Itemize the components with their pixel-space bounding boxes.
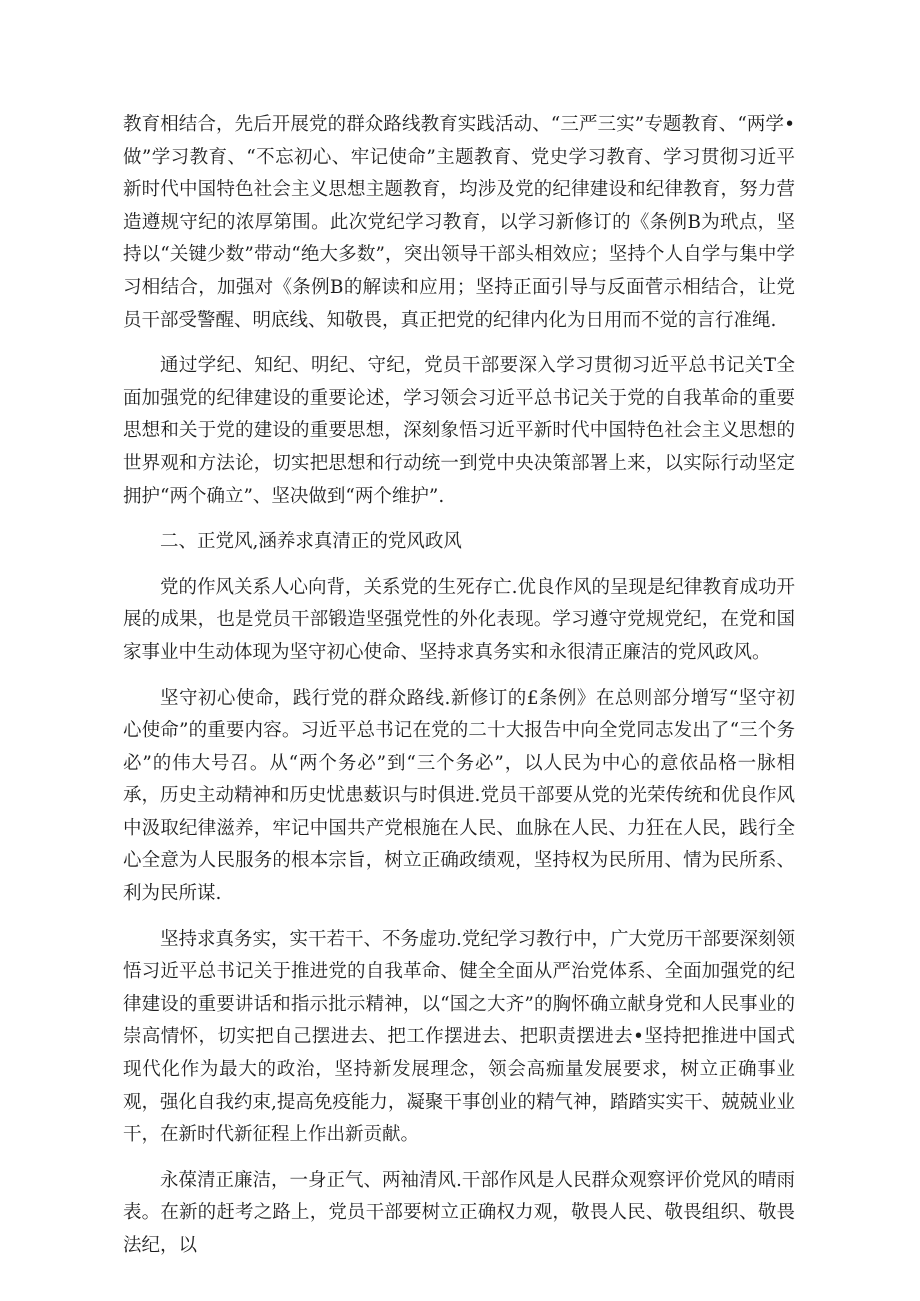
paragraph-original-mission: 坚守初心使命，践行党的群众路线.新修订的£条例》在总则部分增写“坚守初心使命”的重要内容。习近平总书记在党的二十大报告中向全党同志发出了“三个务必”的伟大号召。从“两个务必”到“三个务必”，以人民为中心的意依品格一脉相承，历史主动精神和历史忧患薮识与时俱进.党员干部要从党的光荣传统和优良作风中汲取纪律滋养，牢记中国共产党根施在人民、血脉在人民、力狂在人民，践行全心全意为人民服务的根本宗旨，树立正确政绩观，坚持权为民所用、情为民所系、利为民所谋. (123, 687, 795, 905)
document-body (123, 109, 795, 1276)
paragraph-continued: 教育相结合，先后开展党的群众路线教育实践活动、“三严三实”专题教育、“两学•做”学习教育、“不忘初心、牢记使命”主题教育、党史学习教育、学习贯彻习近平新时代中国特色社会主义思想主题教育，均涉及党的纪律建设和纪律教育，努力营造遵规守纪的浓厚第围。此次党纪学习教育，以学习新修订的《条例B为玳点，坚持以“关键少数”带动“绝大多数”，突出领导干部头相效应；坚持个人自学与集中学习相结合，加强对《条例B的解读和应用；坚持正面引导与反面菅示相结合，让党员干部受警醒、明底线、知敬畏，真正把党的纪律内化为日用而不觉的言行准绳. (123, 114, 795, 331)
paragraph-study-discipline: 通过学纪、知纪、明纪、守纪，党员干部要深入学习贯彻习近平总书记关T全面加强党的纪律建设的重要论述，学习领会习近平总书记关于党的自我革命的重要思想和关于党的建设的重要思想，深刻象悟习近平新时代中国特色社会主义思想的世界观和方法论，切实把思想和行动统一到党中央决策部署上来，以实际行动坚定拥护“两个确立”、坚决做到“两个维护”. (123, 355, 795, 507)
paragraph-party-style: 党的作风关系人心向背，关系党的生死存亡.优良作风的呈现是纪律教育成功开展的成果，也是党员干部锻造坚强党性的外化表现。学习遵守党规党纪，在党和国家事业中生动体现为坚守初心使命、坚持求真务实和永很清正廉洁的党风政风。 (123, 576, 795, 663)
section-heading: 二、正党风,涵养求真清正的党风政风 (160, 531, 462, 553)
paragraph-integrity: 永葆清正廉洁，一身正气、两袖清风.干部作风是人民群众观察评价党风的晴雨表。在新的赶考之路上，党员干部要树立正确权力观，敬畏人民、敬畏组织、敬畏法纪，以 (123, 1169, 795, 1256)
paragraph-pragmatism: 坚持求真务实，实干若干、不务虚功.党纪学习教行中，广大党历干部要深刻领悟习近平总书记关于推进党的自我革命、健全全面从严治党体系、全面加强党的纪律建设的重要讲话和指示批示精神，以“国之大齐”的胸怀确立献身党和人民事业的崇高情怀，切实把自己摆进去、把工作摆进去、把职责摆进去•坚持把推进中国式现代化作为最大的政治，坚持新发展理念，领会高痂量发展要求，树立正确事业观，强化自我约束,提高免疫能力，凝聚干事创业的精气神，踏踏实实干、兢兢业业干，在新时代新征程上作出新贡献。 (123, 928, 795, 1146)
